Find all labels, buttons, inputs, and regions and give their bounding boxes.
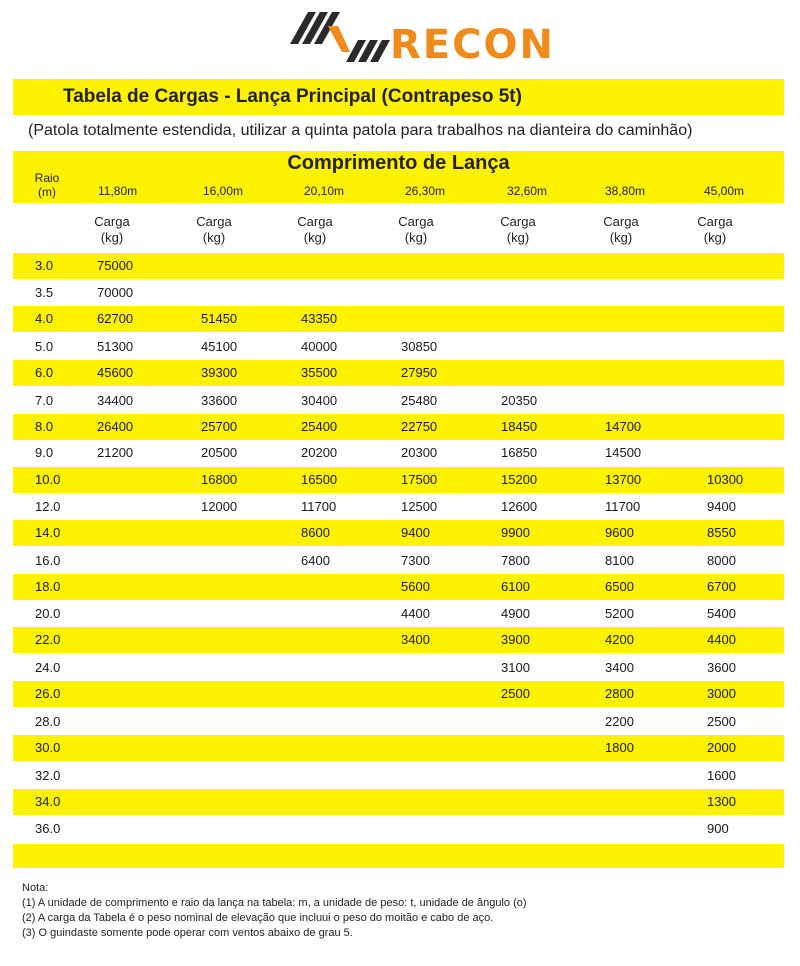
load-cell: 2500 bbox=[707, 714, 736, 729]
load-cell: 1600 bbox=[707, 768, 736, 783]
load-unit-label: Carga (kg) bbox=[94, 214, 130, 245]
note-item: (1) A unidade de comprimento e raio da lança na tabela: m, a unidade de peso: t, unidade de ângulo (o) bbox=[22, 897, 527, 909]
radius-cell: 22.0 bbox=[35, 632, 61, 647]
load-cell: 6400 bbox=[301, 553, 330, 568]
load-cell: 7800 bbox=[501, 553, 530, 568]
radius-label: Raio bbox=[34, 171, 60, 185]
recon-logo bbox=[0, 0, 800, 72]
load-cell: 900 bbox=[707, 821, 729, 836]
load-cell: 4200 bbox=[605, 632, 634, 647]
load-cell: 21200 bbox=[97, 445, 134, 460]
load-unit-label: Carga (kg) bbox=[697, 214, 733, 245]
load-cell: 12500 bbox=[401, 499, 438, 514]
table-header bbox=[13, 151, 784, 203]
table-row bbox=[13, 709, 784, 735]
load-cell: 16500 bbox=[301, 472, 338, 487]
load-cell: 27950 bbox=[401, 365, 438, 380]
radius-cell: 3.0 bbox=[35, 258, 54, 273]
load-cell: 8100 bbox=[605, 553, 634, 568]
load-cell: 9400 bbox=[707, 499, 736, 514]
load-cell: 3900 bbox=[501, 632, 530, 647]
load-cell: 30850 bbox=[401, 339, 438, 354]
radius-cell: 5.0 bbox=[35, 339, 54, 354]
load-cell: 3400 bbox=[401, 632, 430, 647]
load-cell: 3100 bbox=[501, 660, 530, 675]
load-unit-label: Carga (kg) bbox=[398, 214, 434, 245]
table-row bbox=[13, 280, 784, 306]
load-cell: 11700 bbox=[605, 499, 641, 514]
notes-heading: Nota: bbox=[22, 882, 49, 894]
load-cell: 20300 bbox=[401, 445, 438, 460]
table-row bbox=[13, 306, 784, 332]
radius-cell: 32.0 bbox=[35, 768, 61, 783]
table-row bbox=[13, 467, 784, 493]
load-cell: 20200 bbox=[301, 445, 338, 460]
load-cell: 4400 bbox=[707, 632, 736, 647]
radius-column-header bbox=[27, 171, 67, 199]
table-row bbox=[13, 388, 784, 414]
boom-length-header: 45,00m bbox=[704, 184, 745, 198]
load-cell: 25700 bbox=[201, 419, 238, 434]
load-cell: 12600 bbox=[501, 499, 538, 514]
load-cell: 39300 bbox=[201, 365, 238, 380]
load-cell: 8600 bbox=[301, 525, 330, 540]
radius-cell: 12.0 bbox=[35, 499, 61, 514]
radius-unit: (m) bbox=[38, 185, 56, 199]
boom-length-header: 20,10m bbox=[304, 184, 345, 198]
load-cell: 20500 bbox=[201, 445, 238, 460]
load-cell: 1300 bbox=[707, 794, 736, 809]
load-cell: 51450 bbox=[201, 311, 238, 326]
boom-length-header: 32,60m bbox=[507, 184, 548, 198]
radius-cell: 28.0 bbox=[35, 714, 61, 729]
table-row bbox=[13, 574, 784, 600]
table-row bbox=[13, 655, 784, 681]
load-cell: 16850 bbox=[501, 445, 538, 460]
table-row bbox=[13, 816, 784, 842]
load-cell: 3600 bbox=[707, 660, 736, 675]
table-header-title: Comprimento de Lança bbox=[287, 152, 510, 174]
load-cell: 18450 bbox=[501, 419, 538, 434]
load-cell: 1800 bbox=[605, 740, 634, 755]
radius-cell: 10.0 bbox=[35, 472, 61, 487]
note-item: (3) O guindaste somente pode operar com ventos abaixo de grau 5. bbox=[22, 927, 353, 939]
table-row bbox=[13, 548, 784, 574]
load-cell: 6700 bbox=[707, 579, 736, 594]
load-cell: 10300 bbox=[707, 472, 744, 487]
radius-cell: 36.0 bbox=[35, 821, 61, 836]
load-cell: 70000 bbox=[97, 285, 134, 300]
table-row bbox=[13, 334, 784, 360]
load-cell: 45600 bbox=[97, 365, 134, 380]
load-cell: 9400 bbox=[401, 525, 430, 540]
load-cell: 25480 bbox=[401, 393, 438, 408]
load-unit-label: Carga (kg) bbox=[500, 214, 536, 245]
radius-cell: 24.0 bbox=[35, 660, 61, 675]
load-cell: 30400 bbox=[301, 393, 338, 408]
load-cell: 9900 bbox=[501, 525, 530, 540]
radius-cell: 20.0 bbox=[35, 606, 61, 621]
load-cell: 4400 bbox=[401, 606, 430, 621]
load-cell: 9600 bbox=[605, 525, 634, 540]
radius-cell: 3.5 bbox=[35, 285, 54, 300]
load-cell: 14700 bbox=[605, 419, 642, 434]
radius-cell: 16.0 bbox=[35, 553, 61, 568]
load-cell: 11700 bbox=[301, 499, 337, 514]
load-cell: 2000 bbox=[707, 740, 736, 755]
table-footer-bar bbox=[13, 844, 784, 868]
load-cell: 12000 bbox=[201, 499, 238, 514]
subtitle: (Patola totalmente estendida, utilizar a quinta patola para trabalhos na dianteira do caminhão) bbox=[28, 122, 693, 139]
note-item: (2) A carga da Tabela é o peso nominal de elevação que incluui o peso do moitão e cabo de aço. bbox=[22, 912, 494, 924]
load-cell: 25400 bbox=[301, 419, 338, 434]
radius-cell: 34.0 bbox=[35, 794, 61, 809]
radius-cell: 9.0 bbox=[35, 445, 54, 460]
load-cell: 8000 bbox=[707, 553, 736, 568]
load-cell: 40000 bbox=[301, 339, 338, 354]
load-cell: 33600 bbox=[201, 393, 238, 408]
radius-cell: 18.0 bbox=[35, 579, 61, 594]
load-cell: 6100 bbox=[501, 579, 530, 594]
load-cell: 3000 bbox=[707, 686, 736, 701]
load-cell: 62700 bbox=[97, 311, 134, 326]
table-row bbox=[13, 253, 784, 279]
table-row bbox=[13, 440, 784, 466]
radius-cell: 26.0 bbox=[35, 686, 61, 701]
load-cell: 5600 bbox=[401, 579, 430, 594]
load-cell: 20350 bbox=[501, 393, 538, 408]
load-cell: 45100 bbox=[201, 339, 238, 354]
load-cell: 14500 bbox=[605, 445, 642, 460]
table-row bbox=[13, 681, 784, 707]
load-unit-label: Carga (kg) bbox=[297, 214, 333, 245]
table-row bbox=[13, 414, 784, 440]
load-cell: 26400 bbox=[97, 419, 134, 434]
load-cell: 7300 bbox=[401, 553, 430, 568]
load-cell: 6500 bbox=[605, 579, 634, 594]
brand-name: RECON bbox=[390, 22, 555, 68]
load-cell: 15200 bbox=[501, 472, 538, 487]
load-cell: 22750 bbox=[401, 419, 438, 434]
boom-length-header: 11,80m bbox=[98, 184, 138, 198]
table-row bbox=[13, 601, 784, 627]
load-cell: 2200 bbox=[605, 714, 634, 729]
table-row bbox=[13, 520, 784, 546]
radius-cell: 14.0 bbox=[35, 525, 61, 540]
table-row bbox=[13, 494, 784, 520]
page-title: Tabela de Cargas - Lança Principal (Contrapeso 5t) bbox=[63, 86, 522, 107]
load-cell: 2500 bbox=[501, 686, 530, 701]
load-cell: 16800 bbox=[201, 472, 238, 487]
boom-length-header: 26,30m bbox=[405, 184, 446, 198]
load-cell: 13700 bbox=[605, 472, 642, 487]
boom-length-header: 38,80m bbox=[605, 184, 646, 198]
load-cell: 35500 bbox=[301, 365, 338, 380]
recon-logo-mark-icon bbox=[280, 6, 390, 68]
load-cell: 2800 bbox=[605, 686, 634, 701]
radius-cell: 6.0 bbox=[35, 365, 54, 380]
load-unit-label: Carga (kg) bbox=[196, 214, 232, 245]
load-cell: 43350 bbox=[301, 311, 338, 326]
load-cell: 75000 bbox=[97, 258, 134, 273]
load-cell: 17500 bbox=[401, 472, 438, 487]
radius-cell: 4.0 bbox=[35, 311, 54, 326]
radius-cell: 30.0 bbox=[35, 740, 61, 755]
table-row bbox=[13, 763, 784, 789]
load-units-row bbox=[13, 203, 784, 253]
table-row bbox=[13, 360, 784, 386]
boom-length-header: 16,00m bbox=[203, 184, 244, 198]
load-cell: 51300 bbox=[97, 339, 134, 354]
table-row bbox=[13, 735, 784, 761]
load-cell: 8550 bbox=[707, 525, 736, 540]
load-cell: 34400 bbox=[97, 393, 134, 408]
load-cell: 4900 bbox=[501, 606, 530, 621]
load-cell: 3400 bbox=[605, 660, 634, 675]
load-unit-label: Carga (kg) bbox=[603, 214, 639, 245]
table-row bbox=[13, 627, 784, 653]
notes bbox=[22, 881, 527, 941]
radius-cell: 7.0 bbox=[35, 393, 54, 408]
table-row bbox=[13, 789, 784, 815]
radius-cell: 8.0 bbox=[35, 419, 54, 434]
load-cell: 5400 bbox=[707, 606, 736, 621]
title-bar bbox=[13, 79, 784, 115]
load-cell: 5200 bbox=[605, 606, 634, 621]
